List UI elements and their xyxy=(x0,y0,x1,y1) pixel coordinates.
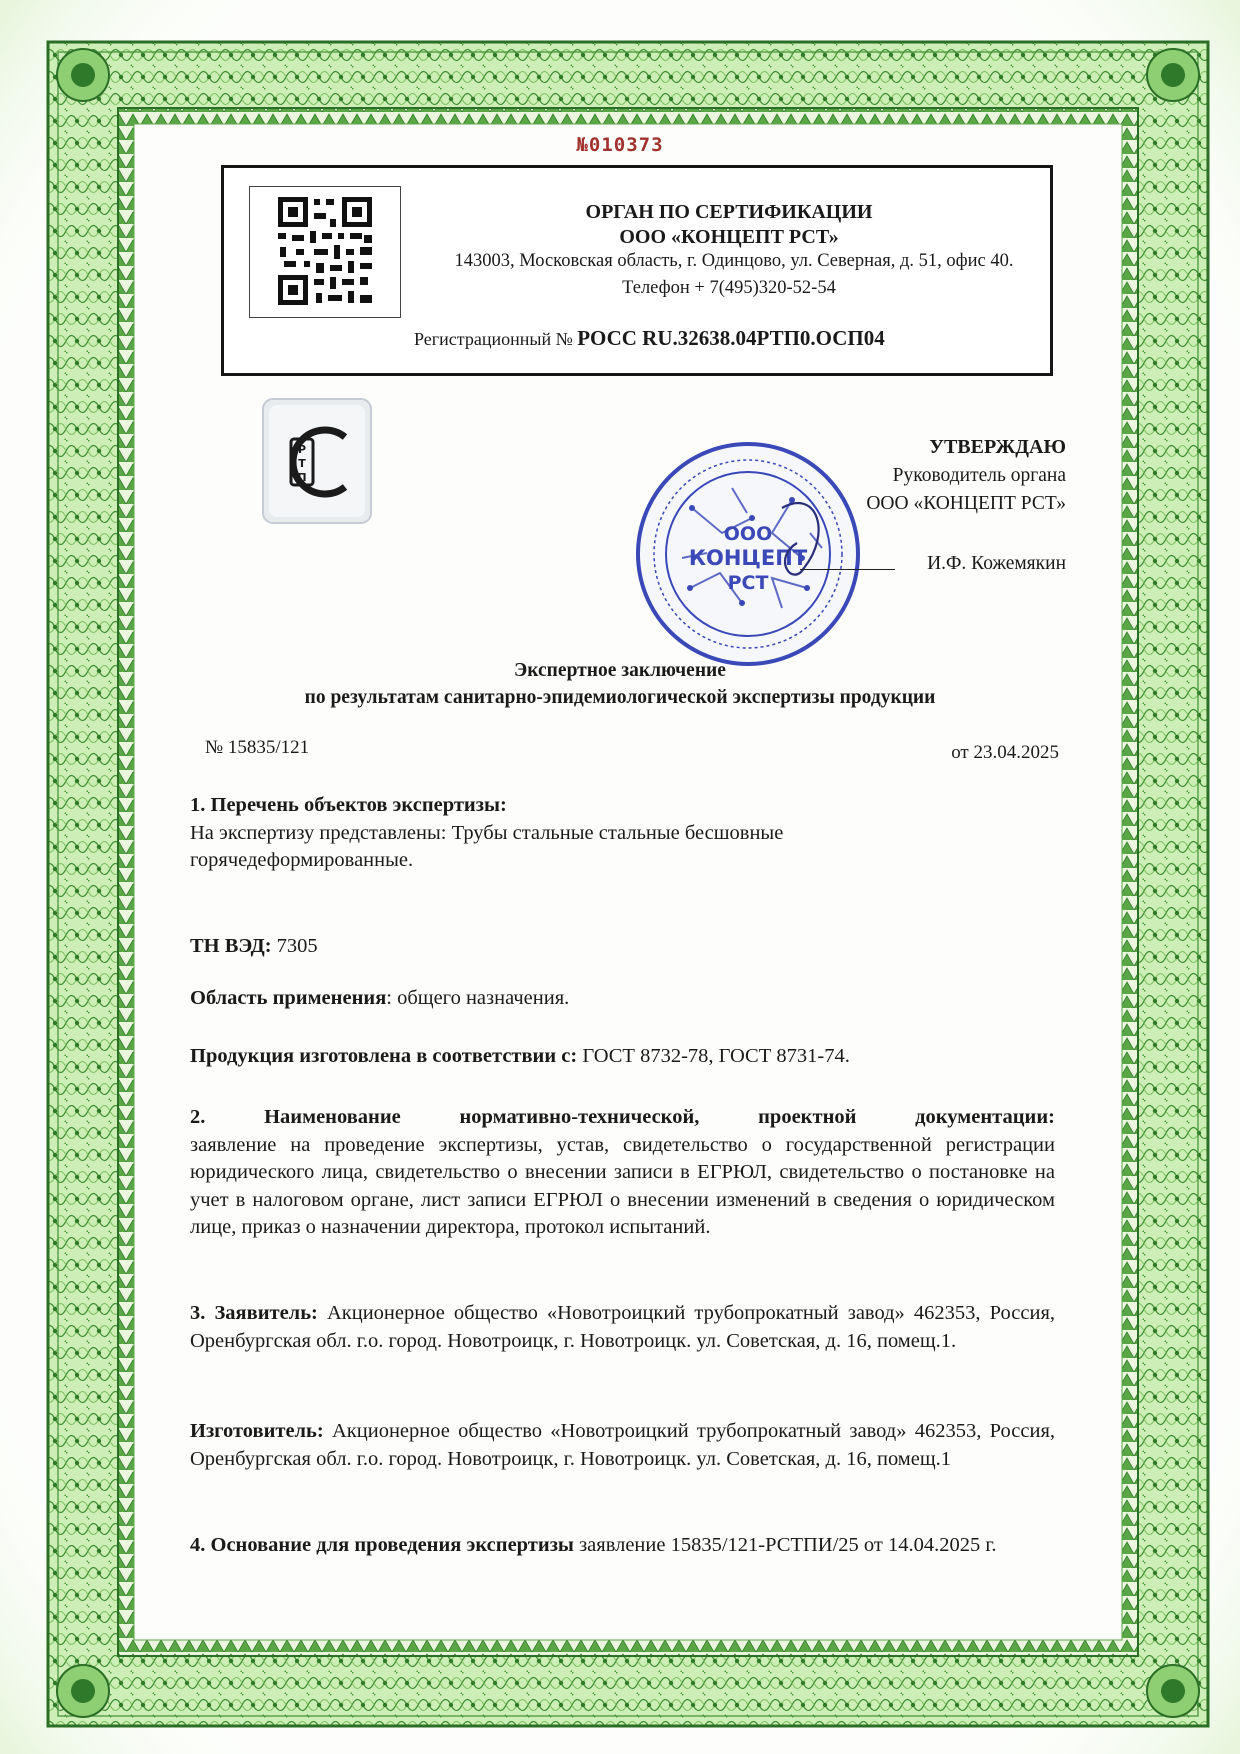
applicant-company: Акционерное общество «Новотроицкий трубопрокатный завод» xyxy=(326,1302,905,1324)
section-2 xyxy=(190,1104,1055,1242)
round-seal-icon xyxy=(632,438,864,670)
section-4-label: 4. Основание для проведения экспертизы xyxy=(190,1534,574,1556)
conformity-label: Продукция изготовлена в соответствии с: xyxy=(190,1045,578,1067)
svg-text:Т: Т xyxy=(298,457,306,470)
scope-label: Область применения xyxy=(190,987,387,1009)
approval-org: ООО «КОНЦЕПТ РСТ» xyxy=(866,493,1066,514)
qr-code-icon xyxy=(249,186,401,318)
document-number: № 15835/121 xyxy=(205,737,310,758)
svg-text:П: П xyxy=(297,471,307,484)
section-2-text: заявление на проведение экспертизы, устав, свидетельство о государственной регистрации юридического лица, свидетельство о внесении записи в ЕГРЮЛ, свидетельство о постановке на учет в налоговом органе, лист записи ЕГРЮЛ о внесении изменений в сведения о юридическом лице, приказ о назначении директора, протокол испытаний. xyxy=(190,1133,1055,1238)
section-1-heading: 1. Перечень объектов экспертизы: xyxy=(190,794,507,816)
section-3 xyxy=(190,1300,1055,1355)
registration-line xyxy=(414,326,885,351)
svg-text:РСТ: РСТ xyxy=(727,572,769,594)
registration-number: РОСС RU.32638.04РТП0.ОСП04 xyxy=(577,326,885,350)
tnved-label: ТН ВЭД: xyxy=(190,935,272,957)
rtp-certification-mark-icon xyxy=(261,397,373,525)
scope-value: : общего назначения. xyxy=(386,987,570,1009)
issuer-phone: Телефон + 7(495)320-52-54 xyxy=(622,278,836,298)
issuer-name: ООО «КОНЦЕПТ РСТ» xyxy=(619,226,839,248)
section-1 xyxy=(190,792,1055,875)
manufacturer xyxy=(190,1418,1055,1473)
conformity-value: ГОСТ 8732-78, ГОСТ 8731-74. xyxy=(582,1045,850,1067)
manufacturer-label: Изготовитель: xyxy=(190,1420,324,1442)
manufacturer-company: Акционерное общество «Новотроицкий трубопрокатный завод» xyxy=(332,1420,907,1442)
svg-text:ООО: ООО xyxy=(723,523,773,545)
issuer-header-box xyxy=(221,165,1053,376)
document-date: от 23.04.2025 xyxy=(951,742,1059,763)
section-4-text: заявление 15835/121-РСТПИ/25 от 14.04.2025 г. xyxy=(579,1534,997,1556)
scope-line xyxy=(190,985,1055,1013)
document-title: Экспертное заключение xyxy=(514,660,726,681)
tnved-value: 7305 xyxy=(276,935,318,957)
applicant-address: 462353, Россия, Оренбургская обл. г.о. город. Новотроицк, г. Новотроицк. ул. Советская, д. 16, помещ.1. xyxy=(190,1302,1056,1352)
approval-signer: И.Ф. Кожемякин xyxy=(927,553,1066,574)
manufacturer-address: 462353, Россия, Оренбургская обл. г.о. город. Новотроицк, г. Новотроицк. ул. Советская, д. 16, помещ.1 xyxy=(190,1420,1056,1470)
approval-heading: УТВЕРЖДАЮ xyxy=(929,436,1066,458)
conformity-line xyxy=(190,1043,1055,1071)
registration-label: Регистрационный № xyxy=(414,329,573,349)
issuer-address: 143003, Московская область, г. Одинцово, ул. Северная, д. 51, офис 40. xyxy=(454,251,1014,271)
section-4 xyxy=(190,1532,1055,1560)
svg-text:КОНЦЕПТ: КОНЦЕПТ xyxy=(688,546,808,570)
section-1-text: На экспертизу представлены: Трубы стальные стальные бесшовные горячедеформированные. xyxy=(190,821,784,871)
section-2-heading: 2. Наименование нормативно-технической, проектной документации: xyxy=(190,1106,1055,1128)
approval-role: Руководитель органа xyxy=(892,465,1066,486)
serial-number: №010373 xyxy=(576,134,664,156)
svg-text:Р: Р xyxy=(297,443,307,456)
tnved-line xyxy=(190,933,1055,961)
issuer-title: ОРГАН ПО СЕРТИФИКАЦИИ xyxy=(585,201,873,223)
signature-line xyxy=(800,569,895,570)
applicant-label: 3. Заявитель: xyxy=(190,1302,318,1324)
document-subtitle: по результатам санитарно-эпидемиологической экспертизы продукции xyxy=(304,687,936,708)
